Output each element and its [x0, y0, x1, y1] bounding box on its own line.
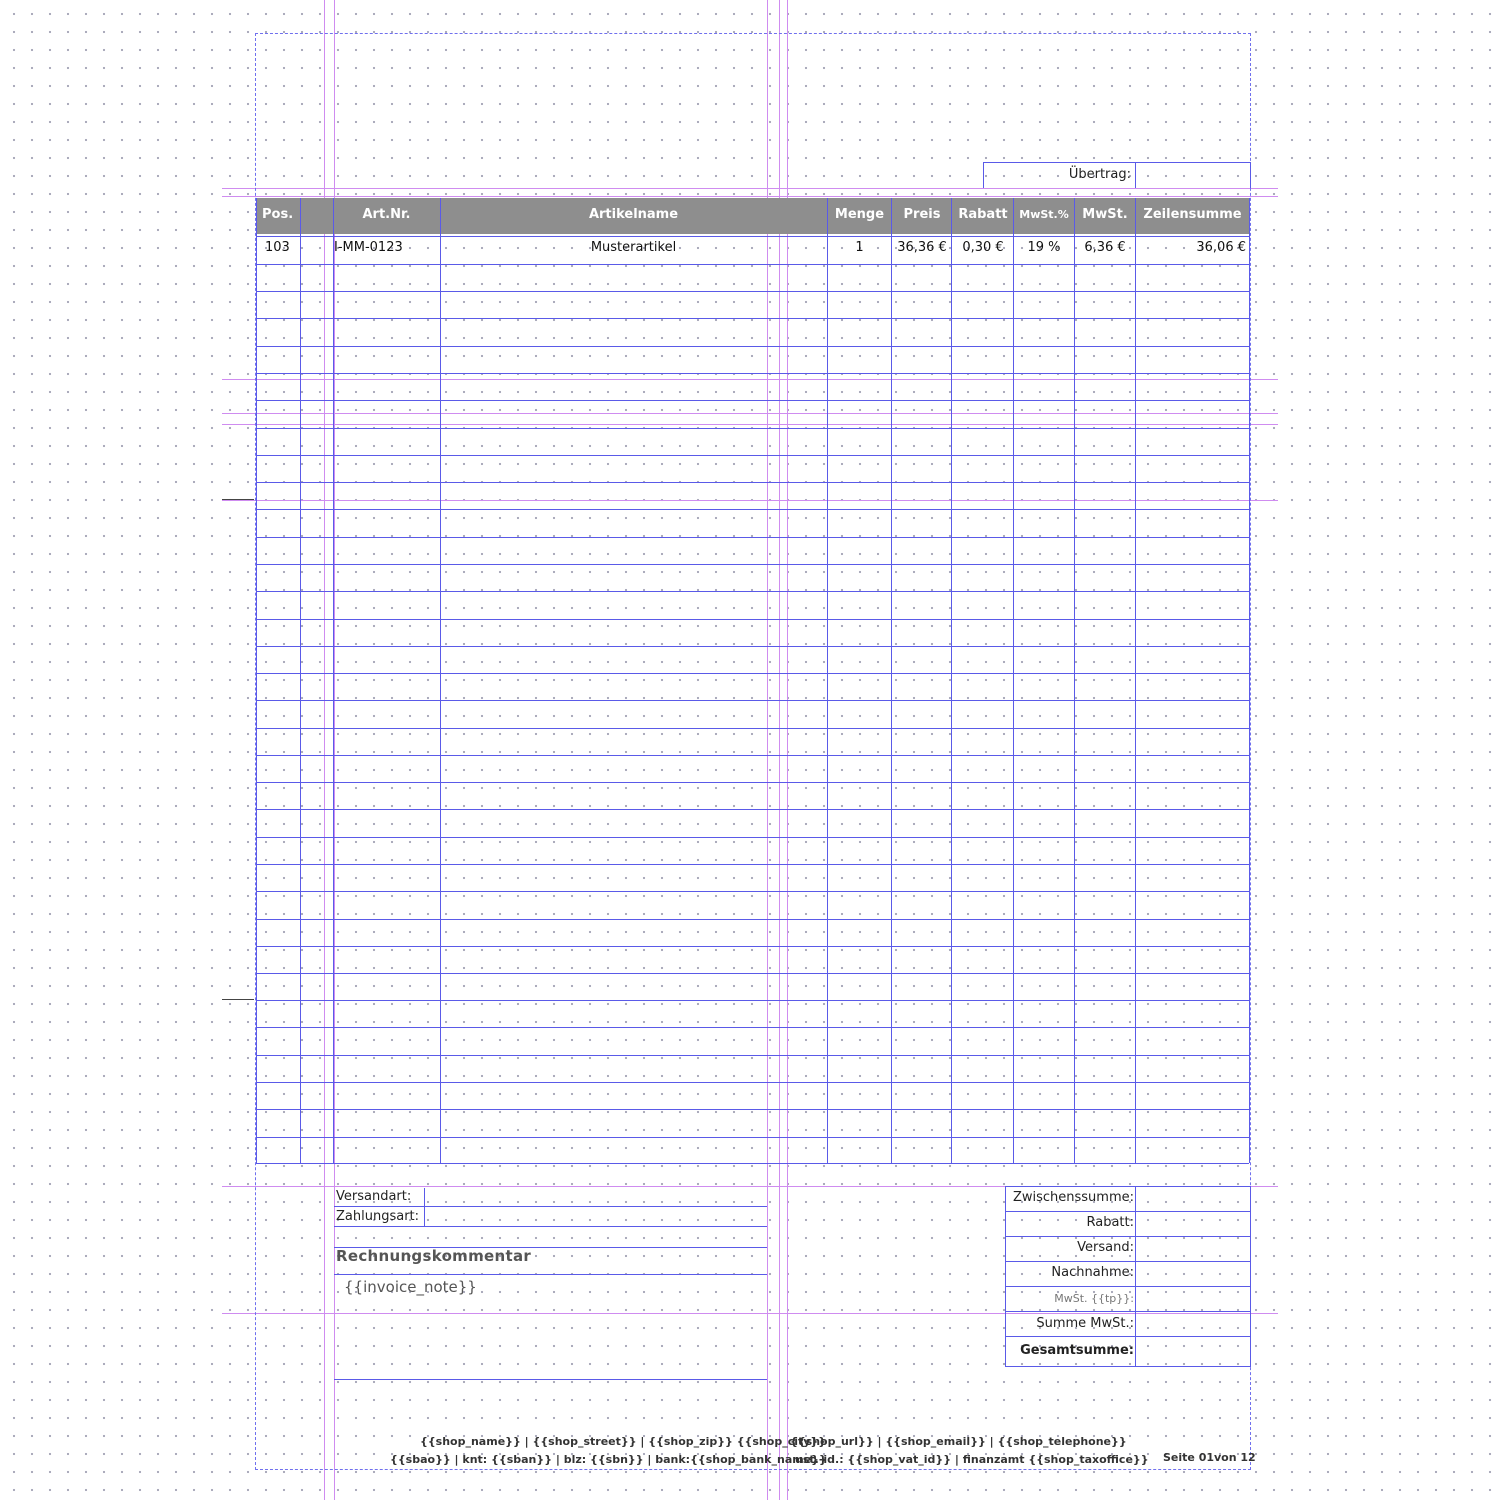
margin-mark	[222, 999, 254, 1000]
table-row-line	[256, 400, 1249, 401]
cell-vat: 6,36 €	[1084, 240, 1126, 255]
totals-divider	[1135, 1186, 1136, 1367]
payment-method-label: Zahlungsart:	[336, 1209, 420, 1224]
subtotal-label: Zwischenssumme:	[1012, 1190, 1134, 1205]
footer-shop-address: {{shop_name}} | {{shop_street}} | {{shop_zip}} {{shop_city}}	[420, 1435, 827, 1448]
vat-label: MwSt. {{tp}}:	[1054, 1292, 1134, 1305]
totals-rule	[1005, 1261, 1251, 1262]
table-row-line	[256, 809, 1249, 810]
totals-rule	[1005, 1336, 1251, 1337]
table-row-line	[256, 591, 1249, 592]
table-row-line	[256, 1082, 1249, 1083]
table-row-line	[256, 946, 1249, 947]
table-row-line	[256, 673, 1249, 674]
table-row-line	[256, 236, 1249, 237]
table-row-line	[256, 755, 1249, 756]
grand-total-label: Gesamtsumme:	[1020, 1343, 1134, 1358]
table-column-line	[333, 198, 334, 1163]
column-header-price: Preis	[903, 207, 941, 222]
table-column-line	[1074, 198, 1075, 1163]
table-row-line	[256, 782, 1249, 783]
table-row-line	[256, 509, 1249, 510]
shipping-divider	[424, 1188, 425, 1226]
cell-price: 36,36 €	[897, 240, 947, 255]
table-row-line	[256, 318, 1249, 319]
table-row-line	[256, 864, 1249, 865]
table-row-line	[256, 455, 1249, 456]
table-column-line	[1013, 198, 1014, 1163]
shipping-method-field	[334, 1206, 767, 1207]
table-column-line	[951, 198, 952, 1163]
table-column-line	[440, 198, 441, 1163]
table-row-line	[256, 837, 1249, 838]
totals-rule	[1005, 1236, 1251, 1237]
table-column-line	[256, 198, 257, 1163]
totals-rule	[1005, 1311, 1251, 1312]
column-header-quantity: Menge	[834, 207, 885, 222]
table-column-line	[1135, 198, 1136, 1163]
cell-pos: 103	[265, 240, 290, 255]
table-row-line	[256, 619, 1249, 620]
totals-rule	[1005, 1286, 1251, 1287]
table-row-line	[256, 482, 1249, 483]
cell-spacer	[300, 236, 333, 262]
table-row-line	[256, 346, 1249, 347]
comment-title-rule	[334, 1274, 767, 1275]
table-row-line	[256, 1109, 1249, 1110]
table-row-line	[256, 373, 1249, 374]
table-row-line	[256, 1137, 1249, 1138]
table-row-line	[256, 919, 1249, 920]
column-header-vat-percent: MwSt.%	[1019, 208, 1069, 221]
table-header	[256, 198, 1249, 234]
table-column-line	[827, 198, 828, 1163]
table-row-line	[256, 428, 1249, 429]
table-row-line	[256, 891, 1249, 892]
footer-tax-details: ust.-id.: {{shop_vat_id}} | finanzamt {{shop_taxoffice}}	[795, 1453, 1149, 1466]
carry-over-label: Übertrag:	[1068, 167, 1131, 182]
shipping-method-label: Versandart:	[336, 1189, 412, 1204]
cell-quantity: 1	[855, 240, 864, 255]
table-row-line	[256, 700, 1249, 701]
cell-article-name: Musterartikel	[590, 240, 677, 255]
footer-bank-details: {{sbao}} | knt: {{sban}} | blz: {{sbn}} | bank:{{shop_bank_name}}	[390, 1453, 827, 1466]
payment-method-field	[334, 1226, 767, 1227]
shipping-cost-label: Versand:	[1077, 1240, 1134, 1255]
comment-bottom-rule	[334, 1379, 767, 1380]
column-header-pos: Pos.	[262, 207, 294, 222]
cell-line-total: 36,06 €	[1196, 240, 1246, 255]
table-row-line	[256, 1055, 1249, 1056]
margin-mark	[222, 499, 254, 500]
page-number: Seite 01von 12	[1163, 1451, 1256, 1464]
table-row	[256, 236, 1249, 262]
carry-over-divider	[1135, 162, 1136, 188]
column-header-discount: Rabatt	[958, 207, 1008, 222]
comment-title: Rechnungskommentar	[336, 1247, 532, 1265]
table-row-line	[256, 1000, 1249, 1001]
footer-shop-contact: {{shop_url}} | {{shop_email}} | {{shop_telephone}}	[790, 1435, 1127, 1448]
table-row-line	[256, 1027, 1249, 1028]
cash-on-delivery-label: Nachnahme:	[1051, 1265, 1134, 1280]
table-bottom-line	[256, 1163, 1249, 1164]
table-row-line	[256, 973, 1249, 974]
table-row-line	[256, 291, 1249, 292]
column-header-article-name: Artikelname	[588, 207, 679, 222]
vat-sum-label: Summe MwSt.:	[1036, 1316, 1134, 1331]
table-row-line	[256, 728, 1249, 729]
invoice-note: {{invoice_note}}	[344, 1278, 477, 1296]
cell-art-nr: I-MM-0123	[334, 240, 403, 255]
table-row-line	[256, 264, 1249, 265]
column-header-art-nr: Art.Nr.	[362, 207, 411, 222]
column-header-vat: MwSt.	[1082, 207, 1128, 222]
column-header-line-total: Zeilensumme	[1143, 207, 1242, 222]
table-column-line	[300, 198, 301, 1163]
table-row-line	[256, 537, 1249, 538]
table-row-line	[256, 564, 1249, 565]
column-header-spacer	[300, 198, 333, 234]
totals-rule	[1005, 1211, 1251, 1212]
table-row-line	[256, 646, 1249, 647]
table-column-line	[1249, 198, 1250, 1163]
cell-vat-percent: 19 %	[1027, 240, 1061, 255]
discount-label: Rabatt:	[1086, 1215, 1134, 1230]
table-column-line	[891, 198, 892, 1163]
cell-discount: 0,30 €	[962, 240, 1004, 255]
